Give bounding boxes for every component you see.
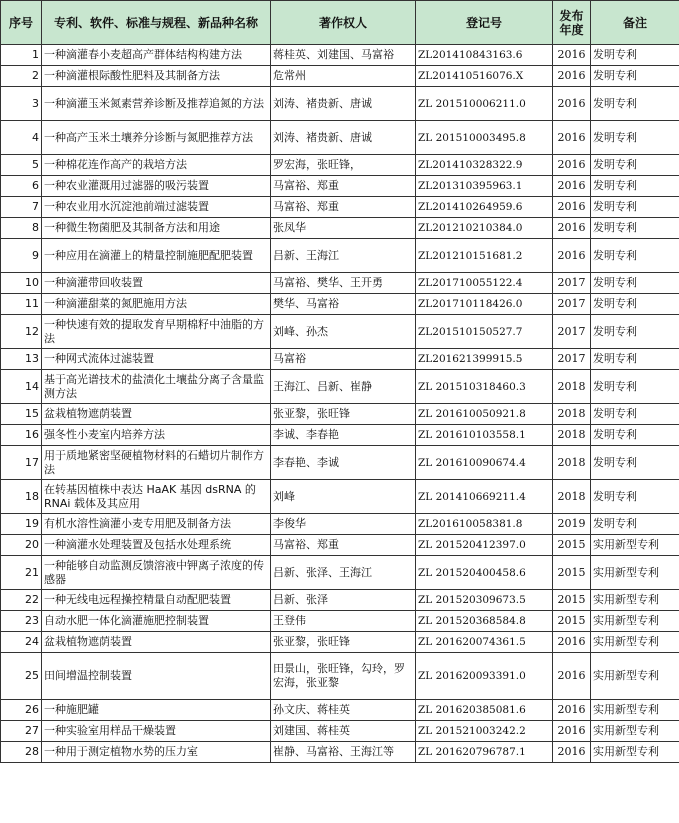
cell-authors: 刘峰 — [271, 480, 416, 514]
cell-year: 2017 — [553, 349, 591, 370]
table-row — [1, 556, 679, 590]
header-note: 备注 — [591, 1, 679, 45]
table-row — [1, 66, 679, 87]
cell-year: 2016 — [553, 197, 591, 218]
cell-year: 2018 — [553, 446, 591, 480]
cell-no: 28 — [1, 742, 42, 763]
cell-authors: 田景山，张旺锋，勾玲，罗宏海，张亚黎 — [271, 653, 416, 700]
table-row — [1, 590, 679, 611]
cell-title: 一种滴灌玉米氮素营养诊断及推荐追氮的方法 — [42, 87, 271, 121]
table-row — [1, 155, 679, 176]
cell-note: 发明专利 — [591, 87, 679, 121]
table-row — [1, 535, 679, 556]
cell-title: 一种滴灌根际酸性肥料及其制备方法 — [42, 66, 271, 87]
header-row — [1, 1, 679, 45]
cell-no: 6 — [1, 176, 42, 197]
cell-reg: ZL201621399915.5 — [416, 349, 553, 370]
cell-note: 实用新型专利 — [591, 721, 679, 742]
cell-reg: ZL201510150527.7 — [416, 315, 553, 349]
cell-reg: ZL 201620074361.5 — [416, 632, 553, 653]
cell-no: 8 — [1, 218, 42, 239]
cell-note: 发明专利 — [591, 294, 679, 315]
table-row — [1, 404, 679, 425]
cell-title: 有机水溶性滴灌小麦专用肥及制备方法 — [42, 514, 271, 535]
cell-authors: 马富裕、樊华、王开勇 — [271, 273, 416, 294]
cell-reg: ZL 201620385081.6 — [416, 700, 553, 721]
cell-title: 一种滴灌甜菜的氮肥施用方法 — [42, 294, 271, 315]
cell-no: 16 — [1, 425, 42, 446]
cell-title: 盆栽植物遮荫装置 — [42, 404, 271, 425]
cell-reg: ZL 201610103558.1 — [416, 425, 553, 446]
cell-authors: 崔静、马富裕、王海江等 — [271, 742, 416, 763]
header-no: 序号 — [1, 1, 42, 45]
cell-title: 一种农业用水沉淀池前端过滤装置 — [42, 197, 271, 218]
table-row — [1, 425, 679, 446]
cell-title: 用于质地紧密坚硬植物材料的石蜡切片制作方法 — [42, 446, 271, 480]
table-row — [1, 349, 679, 370]
cell-year: 2016 — [553, 155, 591, 176]
cell-authors: 刘涛、褚贵新、唐诚 — [271, 87, 416, 121]
cell-authors: 刘建国、蒋桂英 — [271, 721, 416, 742]
cell-authors: 吕新、王海江 — [271, 239, 416, 273]
table-row — [1, 370, 679, 404]
cell-year: 2018 — [553, 370, 591, 404]
table-row — [1, 273, 679, 294]
cell-title: 一种网式流体过滤装置 — [42, 349, 271, 370]
cell-year: 2016 — [553, 653, 591, 700]
cell-year: 2019 — [553, 514, 591, 535]
table-row — [1, 514, 679, 535]
table-row — [1, 653, 679, 700]
cell-year: 2018 — [553, 404, 591, 425]
cell-reg: ZL 201520400458.6 — [416, 556, 553, 590]
table-row — [1, 721, 679, 742]
cell-reg: ZL 201510006211.0 — [416, 87, 553, 121]
cell-year: 2017 — [553, 315, 591, 349]
cell-year: 2016 — [553, 700, 591, 721]
cell-reg: ZL201210151681.2 — [416, 239, 553, 273]
cell-reg: ZL 201520368584.8 — [416, 611, 553, 632]
cell-year: 2016 — [553, 632, 591, 653]
cell-authors: 张亚黎，张旺锋 — [271, 632, 416, 653]
cell-reg: ZL201710118426.0 — [416, 294, 553, 315]
cell-title: 一种滴灌春小麦超高产群体结构构建方法 — [42, 45, 271, 66]
cell-note: 实用新型专利 — [591, 742, 679, 763]
table-row — [1, 742, 679, 763]
cell-authors: 李俊华 — [271, 514, 416, 535]
cell-note: 发明专利 — [591, 239, 679, 273]
cell-note: 发明专利 — [591, 446, 679, 480]
cell-authors: 孙文庆、蒋桂英 — [271, 700, 416, 721]
cell-reg: ZL 201410669211.4 — [416, 480, 553, 514]
cell-year: 2016 — [553, 66, 591, 87]
cell-reg: ZL 201520309673.5 — [416, 590, 553, 611]
cell-reg: ZL 201620796787.1 — [416, 742, 553, 763]
cell-year: 2018 — [553, 480, 591, 514]
cell-title: 一种滴灌水处理装置及包括水处理系统 — [42, 535, 271, 556]
cell-authors: 王海江、吕新、崔静 — [271, 370, 416, 404]
cell-note: 发明专利 — [591, 121, 679, 155]
cell-title: 田间增温控制装置 — [42, 653, 271, 700]
cell-no: 26 — [1, 700, 42, 721]
cell-title: 一种高产玉米土壤养分诊断与氮肥推荐方法 — [42, 121, 271, 155]
cell-authors: 樊华、马富裕 — [271, 294, 416, 315]
cell-no: 14 — [1, 370, 42, 404]
cell-year: 2017 — [553, 273, 591, 294]
cell-reg: ZL 201521003242.2 — [416, 721, 553, 742]
cell-title: 基于高光谱技术的盐渍化土壤盐分离子含量监测方法 — [42, 370, 271, 404]
cell-note: 实用新型专利 — [591, 556, 679, 590]
cell-reg: ZL 201520412397.0 — [416, 535, 553, 556]
cell-no: 27 — [1, 721, 42, 742]
table-row — [1, 480, 679, 514]
cell-title: 一种应用在滴灌上的精量控制施肥配肥装置 — [42, 239, 271, 273]
cell-no: 3 — [1, 87, 42, 121]
cell-note: 发明专利 — [591, 218, 679, 239]
cell-year: 2016 — [553, 218, 591, 239]
cell-reg: ZL201410328322.9 — [416, 155, 553, 176]
cell-no: 7 — [1, 197, 42, 218]
cell-reg: ZL201410843163.6 — [416, 45, 553, 66]
table-row — [1, 176, 679, 197]
table-row — [1, 121, 679, 155]
table-row — [1, 700, 679, 721]
cell-year: 2016 — [553, 176, 591, 197]
header-authors: 著作权人 — [271, 1, 416, 45]
cell-no: 25 — [1, 653, 42, 700]
cell-authors: 李春艳、李诚 — [271, 446, 416, 480]
cell-reg: ZL 201620093391.0 — [416, 653, 553, 700]
cell-note: 发明专利 — [591, 155, 679, 176]
cell-note: 发明专利 — [591, 45, 679, 66]
cell-no: 18 — [1, 480, 42, 514]
cell-authors: 吕新、张泽 — [271, 590, 416, 611]
cell-reg: ZL201410516076.X — [416, 66, 553, 87]
cell-authors: 罗宏海，张旺锋， — [271, 155, 416, 176]
cell-note: 实用新型专利 — [591, 611, 679, 632]
cell-title: 一种施肥罐 — [42, 700, 271, 721]
cell-reg: ZL 201610090674.4 — [416, 446, 553, 480]
table-row — [1, 611, 679, 632]
cell-note: 实用新型专利 — [591, 700, 679, 721]
cell-authors: 王登伟 — [271, 611, 416, 632]
cell-authors: 张亚黎，张旺锋 — [271, 404, 416, 425]
cell-title: 一种棉花连作高产的栽培方法 — [42, 155, 271, 176]
cell-title: 一种实验室用样品干燥装置 — [42, 721, 271, 742]
table-row — [1, 45, 679, 66]
cell-authors: 蒋桂英、刘建国、马富裕 — [271, 45, 416, 66]
cell-note: 发明专利 — [591, 425, 679, 446]
cell-no: 1 — [1, 45, 42, 66]
cell-note: 发明专利 — [591, 480, 679, 514]
table-row — [1, 239, 679, 273]
cell-reg: ZL201410264959.6 — [416, 197, 553, 218]
cell-authors: 刘涛、褚贵新、唐诚 — [271, 121, 416, 155]
cell-no: 23 — [1, 611, 42, 632]
cell-note: 发明专利 — [591, 66, 679, 87]
cell-no: 20 — [1, 535, 42, 556]
cell-no: 5 — [1, 155, 42, 176]
cell-authors: 刘峰、孙杰 — [271, 315, 416, 349]
cell-authors: 马富裕 — [271, 349, 416, 370]
cell-year: 2015 — [553, 611, 591, 632]
table-row — [1, 632, 679, 653]
cell-note: 发明专利 — [591, 176, 679, 197]
cell-title: 一种能够自动监测反馈溶液中钾离子浓度的传感器 — [42, 556, 271, 590]
cell-reg: ZL201210210384.0 — [416, 218, 553, 239]
cell-authors: 张凤华 — [271, 218, 416, 239]
cell-reg: ZL201710055122.4 — [416, 273, 553, 294]
cell-title: 一种滴灌带回收装置 — [42, 273, 271, 294]
cell-note: 发明专利 — [591, 273, 679, 294]
cell-no: 2 — [1, 66, 42, 87]
cell-no: 15 — [1, 404, 42, 425]
table-row — [1, 87, 679, 121]
cell-title: 一种微生物菌肥及其制备方法和用途 — [42, 218, 271, 239]
cell-title: 盆栽植物遮荫装置 — [42, 632, 271, 653]
cell-note: 发明专利 — [591, 197, 679, 218]
cell-title: 在转基因植株中表达 HaAK 基因 dsRNA 的 RNAi 载体及其应用 — [42, 480, 271, 514]
cell-authors: 李诚、李春艳 — [271, 425, 416, 446]
cell-note: 实用新型专利 — [591, 653, 679, 700]
cell-note: 实用新型专利 — [591, 535, 679, 556]
table-row — [1, 294, 679, 315]
cell-authors: 马富裕、郑重 — [271, 176, 416, 197]
cell-authors: 马富裕、郑重 — [271, 535, 416, 556]
cell-year: 2016 — [553, 45, 591, 66]
header-title: 专利、软件、标准与规程、新品种名称 — [42, 1, 271, 45]
table-row — [1, 315, 679, 349]
cell-no: 19 — [1, 514, 42, 535]
cell-year: 2018 — [553, 425, 591, 446]
cell-title: 强冬性小麦室内培养方法 — [42, 425, 271, 446]
table-row — [1, 197, 679, 218]
header-year: 发布年度 — [553, 1, 591, 45]
cell-note: 发明专利 — [591, 404, 679, 425]
cell-title: 一种农业灌溉用过滤器的吸污装置 — [42, 176, 271, 197]
cell-title: 一种用于测定植物水势的压力室 — [42, 742, 271, 763]
cell-no: 21 — [1, 556, 42, 590]
cell-no: 17 — [1, 446, 42, 480]
cell-no: 24 — [1, 632, 42, 653]
cell-title: 一种无线电远程操控精量自动配肥装置 — [42, 590, 271, 611]
cell-authors: 危常州 — [271, 66, 416, 87]
cell-no: 10 — [1, 273, 42, 294]
cell-year: 2015 — [553, 556, 591, 590]
cell-no: 12 — [1, 315, 42, 349]
header-reg: 登记号 — [416, 1, 553, 45]
cell-no: 13 — [1, 349, 42, 370]
cell-year: 2015 — [553, 590, 591, 611]
cell-authors: 吕新、张泽、王海江 — [271, 556, 416, 590]
cell-year: 2015 — [553, 535, 591, 556]
cell-year: 2016 — [553, 87, 591, 121]
cell-reg: ZL201610058381.8 — [416, 514, 553, 535]
cell-no: 4 — [1, 121, 42, 155]
cell-reg: ZL 201510318460.3 — [416, 370, 553, 404]
cell-title: 一种快速有效的提取发育早期棉籽中油脂的方法 — [42, 315, 271, 349]
cell-no: 11 — [1, 294, 42, 315]
cell-authors: 马富裕、郑重 — [271, 197, 416, 218]
cell-no: 9 — [1, 239, 42, 273]
cell-year: 2017 — [553, 294, 591, 315]
cell-note: 实用新型专利 — [591, 632, 679, 653]
cell-note: 发明专利 — [591, 315, 679, 349]
cell-note: 发明专利 — [591, 370, 679, 404]
table-row — [1, 446, 679, 480]
cell-year: 2016 — [553, 239, 591, 273]
cell-note: 发明专利 — [591, 349, 679, 370]
cell-no: 22 — [1, 590, 42, 611]
cell-reg: ZL 201610050921.8 — [416, 404, 553, 425]
cell-note: 发明专利 — [591, 514, 679, 535]
cell-year: 2016 — [553, 721, 591, 742]
cell-reg: ZL 201510003495.8 — [416, 121, 553, 155]
cell-year: 2016 — [553, 121, 591, 155]
cell-reg: ZL201310395963.1 — [416, 176, 553, 197]
table-row — [1, 218, 679, 239]
cell-title: 自动水肥一体化滴灌施肥控制装置 — [42, 611, 271, 632]
cell-note: 实用新型专利 — [591, 590, 679, 611]
cell-year: 2016 — [553, 742, 591, 763]
